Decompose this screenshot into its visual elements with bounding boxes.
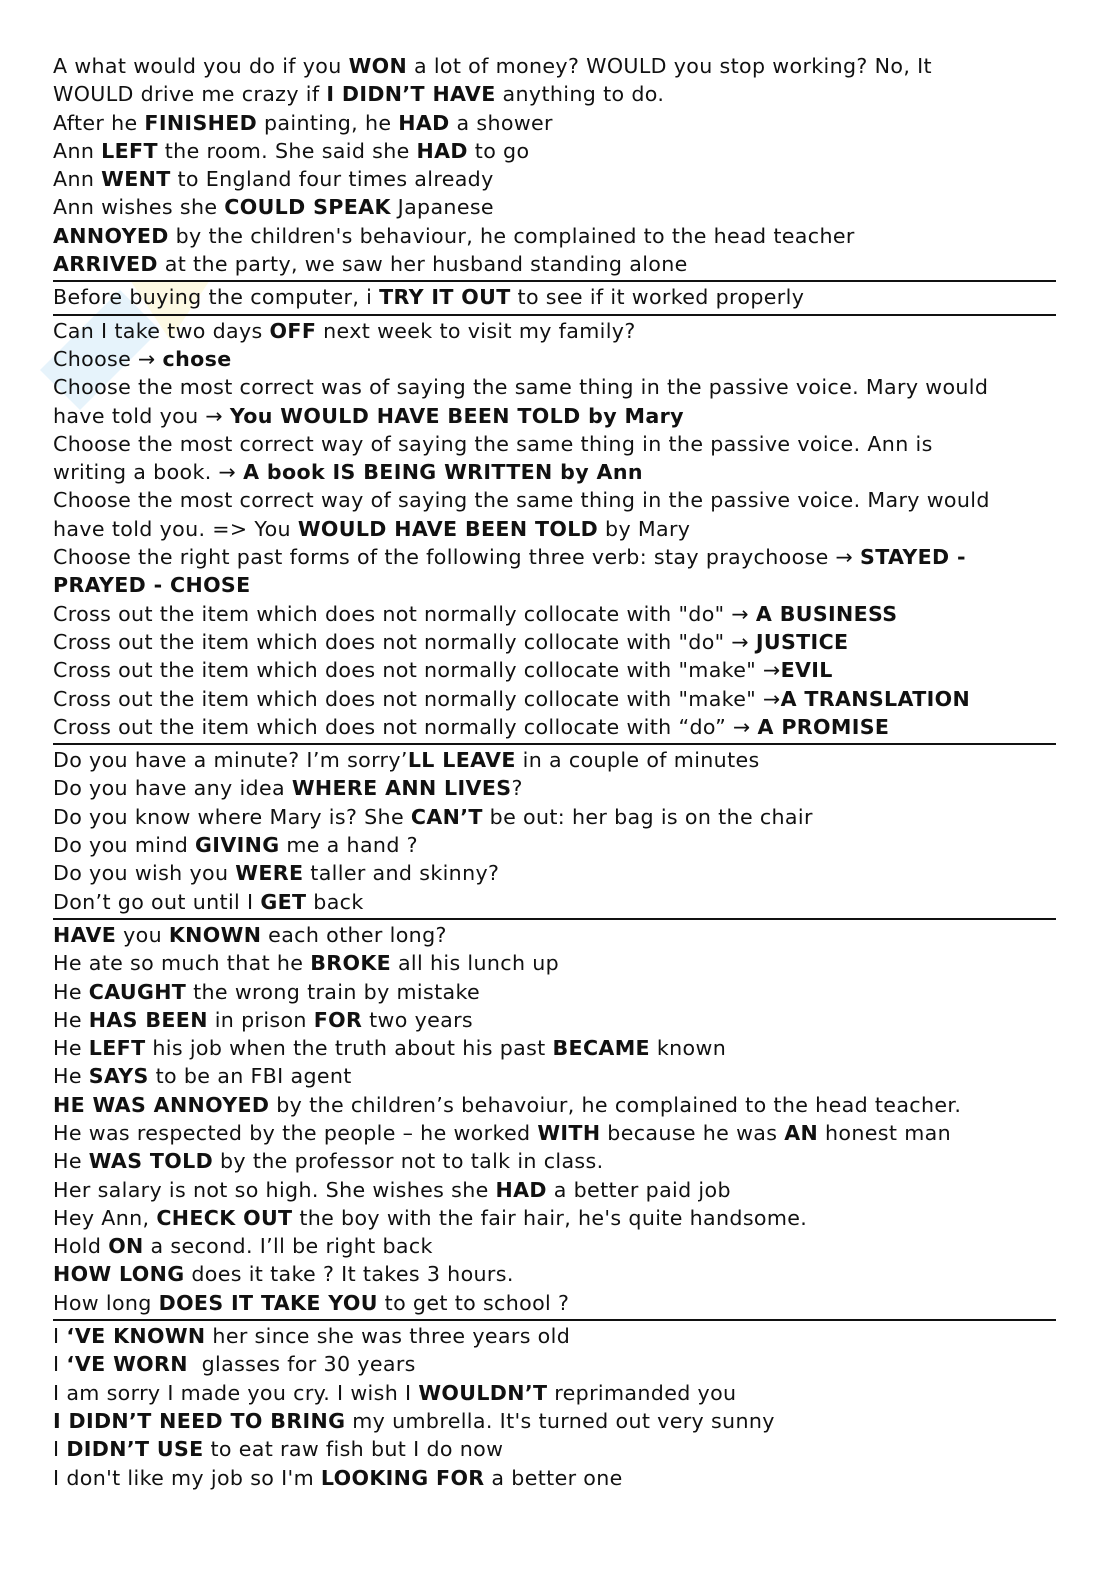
bold-answer: BROKE [310, 951, 392, 976]
bold-answer: WERE [235, 861, 304, 886]
text-segment: to go [467, 138, 530, 163]
text-segment: Don’t go out until I [53, 889, 261, 914]
bold-answer: CAN’T [410, 804, 483, 829]
bold-answer: ‘VE KNOWN [66, 1324, 206, 1349]
text-segment: each other long? [261, 922, 447, 947]
text-line [53, 1147, 1056, 1175]
text-segment: in prison [207, 1007, 314, 1032]
text-segment: I [53, 1352, 67, 1377]
text-line [53, 1062, 1056, 1090]
bold-answer: WENT [101, 167, 171, 192]
text-line [53, 109, 1056, 137]
text-line [53, 978, 1056, 1006]
bold-answer: AN [784, 1120, 819, 1145]
text-line [53, 888, 1056, 916]
text-segment: Do you know where Mary is? She [53, 804, 411, 829]
text-line [53, 859, 1056, 887]
bold-answer: BECAME [552, 1036, 650, 1061]
section [53, 316, 1056, 745]
bold-answer: You WOULD HAVE BEEN TOLD by Mary [229, 403, 684, 428]
bold-answer: A TRANSLATION [780, 686, 971, 711]
bold-answer: LOOKING FOR [320, 1465, 485, 1490]
bold-answer: COULD SPEAK [224, 195, 391, 220]
text-line [53, 1464, 1056, 1492]
bold-answer: WOULD HAVE BEEN TOLD [297, 516, 599, 541]
section [53, 51, 1056, 282]
bold-answer: WHERE ANN LIVES [291, 776, 512, 801]
text-segment: He [53, 1064, 89, 1089]
text-segment: be out: her bag is on the chair [482, 804, 813, 829]
bold-answer: HE WAS ANNOYED [53, 1092, 270, 1117]
text-segment: all his lunch up [391, 951, 560, 976]
text-line [53, 402, 1056, 430]
text-segment: painting, he [257, 110, 399, 135]
bold-answer: I DIDN’T HAVE [326, 82, 496, 107]
text-line [53, 685, 1056, 713]
text-segment: Do you mind [53, 833, 196, 858]
text-line [53, 1260, 1056, 1288]
bold-answer: KNOWN [168, 922, 262, 947]
text-line [53, 1176, 1056, 1204]
text-segment: Cross out the item which does not normally collocate with "make" → [53, 686, 781, 711]
bold-answer: A BUSINESS [755, 601, 898, 626]
text-line [53, 137, 1056, 165]
text-segment: have told you → [53, 403, 230, 428]
text-segment: by the children's behaviour, he complained to the head teacher [168, 223, 855, 248]
text-segment: honest man [818, 1120, 951, 1145]
text-segment: Do you have any idea [53, 776, 292, 801]
bold-answer: GET [260, 889, 307, 914]
text-segment: ? [511, 776, 523, 801]
text-segment: a second. I’ll be right back [143, 1234, 433, 1259]
text-segment: by the professor not to talk in class. [213, 1149, 604, 1174]
bold-answer: GIVING [195, 833, 280, 858]
text-line [53, 543, 1056, 571]
section [53, 920, 1056, 1321]
bold-answer: OFF [269, 318, 317, 343]
bold-answer: HAVE [53, 922, 117, 947]
text-segment: next week to visit my family? [316, 318, 636, 343]
text-line [53, 250, 1056, 278]
text-line [53, 921, 1056, 949]
bold-answer: WOULDN’T [418, 1380, 548, 1405]
bold-answer: HOW LONG [53, 1262, 185, 1287]
bold-answer: STAYED - [860, 545, 966, 570]
bold-answer: DOES IT TAKE YOU [158, 1290, 378, 1315]
text-line [53, 1435, 1056, 1463]
text-segment: How long [53, 1290, 159, 1315]
text-line [53, 345, 1056, 373]
bold-answer: ‘VE WORN [66, 1352, 188, 1377]
text-line [53, 283, 1056, 311]
bold-answer: ON [108, 1234, 144, 1259]
text-segment: Hold [53, 1234, 109, 1259]
text-line [53, 1091, 1056, 1119]
text-line [53, 193, 1056, 221]
text-segment: have told you. => You [53, 516, 298, 541]
text-segment: you [116, 922, 169, 947]
text-line [53, 52, 1056, 80]
text-segment: by the children’s behavoiur, he complained to the head teacher. [269, 1092, 962, 1117]
text-segment: Can I take two days [53, 318, 270, 343]
text-segment: After he [53, 110, 145, 135]
text-segment: a better one [484, 1465, 623, 1490]
text-segment: her since she was three years old [205, 1324, 571, 1349]
text-line [53, 458, 1056, 486]
bold-answer: JUSTICE [755, 629, 849, 654]
text-line [53, 515, 1056, 543]
text-segment: the boy with the fair hair, he's quite handsome. [292, 1205, 808, 1230]
text-segment: I [53, 1324, 67, 1349]
text-line [53, 1204, 1056, 1232]
text-segment: a lot of money? WOULD you stop working? No, It [407, 54, 932, 78]
text-segment: known [649, 1036, 727, 1061]
text-segment: Choose the right past forms of the following three verb: stay praychoose → [53, 545, 861, 570]
text-segment: I am sorry I made you cry. I wish I [53, 1380, 419, 1405]
bold-answer: HAS BEEN [88, 1007, 208, 1032]
text-line [53, 430, 1056, 458]
text-line [53, 1006, 1056, 1034]
text-segment: does it take ? It takes 3 hours. [184, 1262, 514, 1287]
bold-answer: CHECK OUT [156, 1205, 293, 1230]
text-segment: Choose → [53, 346, 163, 371]
text-segment: He [53, 1036, 89, 1061]
bold-answer: A book IS BEING WRITTEN by Ann [243, 460, 643, 485]
text-line [53, 1034, 1056, 1062]
text-segment: Ann wishes she [53, 195, 225, 220]
bold-answer: A PROMISE [757, 714, 890, 739]
text-line [53, 317, 1056, 345]
text-segment: I [53, 1437, 67, 1462]
text-segment: taller and skinny? [303, 861, 500, 886]
bold-answer: ARRIVED [53, 252, 158, 277]
text-segment: to get to school ? [377, 1290, 570, 1315]
text-segment: Do you have a minute? I’m sorry’ [53, 748, 408, 773]
bold-answer: HAD [398, 110, 450, 135]
text-segment: Cross out the item which does not normally collocate with “do” → [53, 714, 758, 739]
bold-answer: TRY IT OUT [379, 285, 511, 310]
text-segment: A what would you do if you [53, 54, 349, 78]
text-line [53, 1379, 1056, 1407]
text-line [53, 713, 1056, 741]
text-segment: by Mary [598, 516, 691, 541]
text-segment: Ann [53, 138, 102, 163]
text-segment: anything to do. [495, 82, 665, 107]
text-line [53, 600, 1056, 628]
text-segment: to England four times already [170, 167, 494, 192]
text-segment: two years [362, 1007, 473, 1032]
text-segment: to be an FBI agent [148, 1064, 352, 1089]
bold-answer: FINISHED [144, 110, 258, 135]
text-line [53, 1350, 1056, 1378]
bold-answer: HAD [416, 138, 468, 163]
text-segment: Hey Ann, [53, 1205, 157, 1230]
bold-answer: WAS TOLD [88, 1149, 214, 1174]
text-line [53, 949, 1056, 977]
text-segment: He [53, 979, 89, 1004]
text-segment: Choose the most correct way of saying the same thing in the passive voice. Ann is [53, 431, 933, 456]
bold-answer: FOR [313, 1007, 363, 1032]
text-segment: WOULD drive me crazy if [53, 82, 327, 107]
text-segment: my umbrella. It's turned out very sunny [345, 1408, 775, 1433]
text-segment: me a hand ? [279, 833, 418, 858]
text-segment: He ate so much that he [53, 951, 311, 976]
bold-answer: LEFT [101, 138, 158, 163]
text-line [53, 165, 1056, 193]
document-page [53, 51, 1056, 1494]
bold-answer: HAD [495, 1177, 547, 1202]
text-line [53, 803, 1056, 831]
text-segment: glasses for 30 years [187, 1352, 416, 1377]
bold-answer: LEFT [88, 1036, 146, 1061]
text-segment: Cross out the item which does not normally collocate with "do" → [53, 601, 756, 626]
text-line [53, 746, 1056, 774]
text-line [53, 628, 1056, 656]
text-segment: Choose the most correct was of saying the same thing in the passive voice. Mary would [53, 375, 989, 400]
text-line [53, 831, 1056, 859]
text-segment: the room. She said she [157, 138, 417, 163]
text-segment: Her salary is not so high. She wishes she [53, 1177, 496, 1202]
section [53, 745, 1056, 920]
text-segment: He was respected by the people – he worked [53, 1120, 538, 1145]
text-segment: Choose the most correct way of saying the same thing in the passive voice. Mary would [53, 488, 990, 513]
text-segment: Japanese [390, 195, 494, 220]
text-segment: reprimanded you [547, 1380, 737, 1405]
text-line [53, 373, 1056, 401]
text-segment: to eat raw fish but I do now [203, 1437, 504, 1462]
text-segment: at the party, we saw her husband standing alone [157, 252, 688, 277]
bold-answer: ANNOYED [53, 223, 169, 248]
bold-answer: LL LEAVE [407, 748, 516, 773]
text-line [53, 486, 1056, 514]
text-line [53, 774, 1056, 802]
bold-answer: SAYS [88, 1064, 149, 1089]
section [53, 282, 1056, 315]
text-segment: in a couple of minutes [515, 748, 760, 773]
text-segment: a shower [449, 110, 553, 135]
text-segment: Cross out the item which does not normally collocate with "do" → [53, 629, 756, 654]
text-line [53, 1119, 1056, 1147]
text-segment: because he was [600, 1120, 785, 1145]
text-segment: the wrong train by mistake [186, 979, 481, 1004]
bold-answer: EVIL [780, 658, 833, 683]
text-segment: Do you wish you [53, 861, 236, 886]
text-segment: Cross out the item which does not normally collocate with "make" → [53, 658, 781, 683]
text-segment: He [53, 1149, 89, 1174]
text-segment: writing a book. → [53, 460, 244, 485]
text-segment: Ann [53, 167, 102, 192]
text-line [53, 1322, 1056, 1350]
bold-answer: WON [348, 54, 408, 78]
bold-answer: CAUGHT [88, 979, 187, 1004]
text-segment: his job when the truth about his past [145, 1036, 553, 1061]
text-line [53, 1232, 1056, 1260]
bold-answer: DIDN’T USE [66, 1437, 204, 1462]
text-segment: a better paid job [546, 1177, 731, 1202]
text-line [53, 1289, 1056, 1317]
text-line [53, 222, 1056, 250]
bold-answer: chose [162, 346, 232, 371]
text-segment: He [53, 1007, 89, 1032]
bold-answer: WITH [537, 1120, 601, 1145]
bold-answer: I DIDN’T NEED TO BRING [53, 1408, 346, 1433]
text-segment: Before buying the computer, i [53, 285, 380, 310]
text-segment: I don't like my job so I'm [53, 1465, 321, 1490]
text-segment: to see if it worked properly [510, 285, 805, 310]
text-line [53, 80, 1056, 108]
text-segment: back [306, 889, 364, 914]
text-line [53, 571, 1056, 599]
bold-answer: PRAYED - CHOSE [53, 573, 251, 598]
text-line [53, 1407, 1056, 1435]
section [53, 1321, 1056, 1494]
text-line [53, 656, 1056, 684]
